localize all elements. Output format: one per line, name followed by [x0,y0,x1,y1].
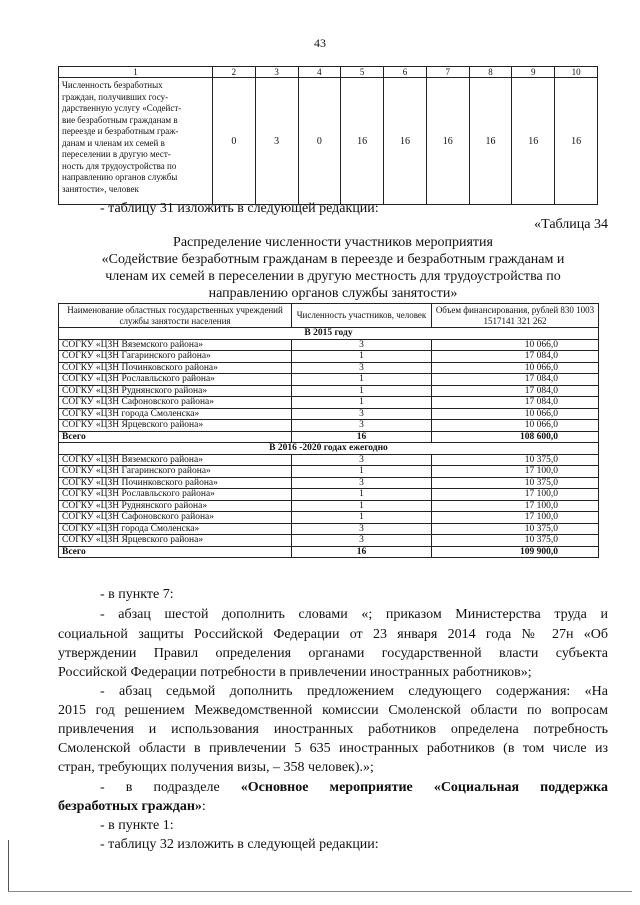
header-cell: 3 [255,67,298,78]
col-header-funding: Объем финансирования, рублей 830 1003 1517141 321 262 [432,304,599,328]
institution-cell: СОГКУ «ЦЗН Вяземского района» [59,339,292,351]
institution-cell: СОГКУ «ЦЗН Гагаринского района» [59,466,292,478]
table-title-line: Распределение численности участников мероприятия [173,235,493,250]
label-line: ность для трудоустройства по [62,160,177,171]
subsection-line [58,798,608,816]
total-label: Всего [59,431,292,443]
header-cell: 10 [555,67,598,78]
header-cell: 6 [384,67,427,78]
label-line: граждан, получивших госу- [62,91,169,102]
institution-cell: СОГКУ «ЦЗН города Смоленска» [59,408,292,420]
amount-cell: 17 100,0 [432,500,599,512]
value-cell: 16 [469,78,512,205]
col-header-participants: Численность участников, человек [292,304,432,328]
section-label: В 2016 -2020 годах ежегодно [59,443,599,455]
body-line: привлечения и использования иностранных работников определена потребность [58,722,608,737]
value-cell: 16 [426,78,469,205]
count-cell: 3 [292,477,432,489]
value-cell: 16 [512,78,555,205]
table-title-line: «Содействие безработным гражданам в переезде и безработным гражданам и [101,252,565,267]
amount-cell: 10 375,0 [432,535,599,547]
table-row [59,374,599,386]
amount-cell: 10 375,0 [432,523,599,535]
total-count: 16 [292,546,432,558]
total-amount: 108 600,0 [432,431,599,443]
table-row [59,362,599,374]
amount-cell: 17 100,0 [432,489,599,501]
total-row [59,546,599,558]
table-row [59,408,599,420]
header-cell: 1 [59,67,213,78]
institution-cell: СОГКУ «ЦЗН Руднянского района» [59,500,292,512]
value-cell: 0 [213,78,256,205]
body-line: - абзац седьмой дополнить предложением следующего содержания: «На [100,684,608,699]
instruction-line: - таблицу 31 изложить в следующей редакции: [100,201,379,216]
amount-cell: 10 375,0 [432,454,599,466]
count-cell: 3 [292,535,432,547]
label-line: переселении в другую мест- [62,149,171,159]
count-cell: 1 [292,466,432,478]
indicator-table [58,66,598,205]
amount-cell: 10 066,0 [432,420,599,432]
table-row [59,351,599,363]
indicator-table-header [59,67,598,78]
section-row [59,328,599,340]
amount-cell: 17 084,0 [432,374,599,386]
point-line: - в пункте 7: [100,587,174,602]
label-line: переезде и безработным граж- [62,126,179,136]
institution-cell: СОГКУ «ЦЗН Починковского района» [59,477,292,489]
total-amount: 109 900,0 [432,546,599,558]
institution-cell: СОГКУ «ЦЗН Ярцевского района» [59,420,292,432]
body-line: Российской Федерации потребности в привлечении иностранных работников»; [58,665,532,680]
participants-table [58,303,599,558]
label-line: направлению органов службы [62,172,178,182]
institution-cell: СОГКУ «ЦЗН Починковского района» [59,362,292,374]
subsection-prefix: - в подразделе [100,780,220,795]
amount-cell: 17 084,0 [432,397,599,409]
header-cell: 5 [341,67,384,78]
indicator-label [59,78,213,205]
value-cell: 16 [384,78,427,205]
count-cell: 1 [292,351,432,363]
table-title-line: членам их семей в переселении в другую местность для трудоустройства по [105,269,561,284]
institution-cell: СОГКУ «ЦЗН Рославльского района» [59,374,292,386]
table-tag: «Таблица 34 [534,217,608,232]
count-cell: 3 [292,362,432,374]
instruction-line: - таблицу 32 изложить в следующей редакции: [100,837,379,852]
count-cell: 3 [292,454,432,466]
label-line: вие безработным гражданам в [62,114,178,125]
table-row [59,500,599,512]
table-title-line: направлению органов службы занятости» [208,286,458,301]
table-row [59,489,599,501]
table-row [59,454,599,466]
body-line: 2015 год решением Межведомственной комиссии Смоленской области по вопросам [58,703,608,718]
scan-edge-line [8,840,9,892]
header-cell: 2 [213,67,256,78]
subsection-line [100,779,608,797]
page-number: 43 [314,36,326,50]
header-cell: 8 [469,67,512,78]
table-row [59,397,599,409]
header-cell: 4 [298,67,341,78]
amount-cell: 17 084,0 [432,351,599,363]
amount-cell: 10 066,0 [432,362,599,374]
header-cell: 7 [426,67,469,78]
amount-cell: 10 066,0 [432,339,599,351]
count-cell: 3 [292,408,432,420]
institution-cell: СОГКУ «ЦЗН Вяземского района» [59,454,292,466]
amount-cell: 17 100,0 [432,512,599,524]
count-cell: 1 [292,500,432,512]
body-line: стран, требующих получения визы, – 358 человек).»; [58,760,374,775]
header-cell: 9 [512,67,555,78]
total-count: 16 [292,431,432,443]
count-cell: 3 [292,420,432,432]
table-row [59,385,599,397]
scan-bottom-line [8,891,632,892]
amount-cell: 10 066,0 [432,408,599,420]
institution-cell: СОГКУ «ЦЗН Гагаринского района» [59,351,292,363]
institution-cell: СОГКУ «ЦЗН Рославльского района» [59,489,292,501]
institution-cell: СОГКУ «ЦЗН города Смоленска» [59,523,292,535]
institution-cell: СОГКУ «ЦЗН Руднянского района» [59,385,292,397]
value-cell: 3 [255,78,298,205]
value-cell: 16 [341,78,384,205]
table-row [59,339,599,351]
body-line: социальной защиты Российской Федерации от 23 января 2014 года № 27н «Об [58,627,608,642]
table-row [59,477,599,489]
body-line: Смоленской области в привлечении 5 635 иностранных работников (в том числе из [58,741,608,756]
table-row [59,523,599,535]
indicator-row [59,78,598,205]
count-cell: 1 [292,512,432,524]
institution-cell: СОГКУ «ЦЗН Ярцевского района» [59,535,292,547]
section-row [59,443,599,455]
amount-cell: 17 084,0 [432,385,599,397]
total-row [59,431,599,443]
amount-cell: 10 375,0 [432,477,599,489]
value-cell: 16 [555,78,598,205]
subsection-title: «Основное мероприятие «Социальная поддержка [240,780,609,795]
count-cell: 1 [292,489,432,501]
table-row [59,420,599,432]
label-line: занятости», человек [62,183,139,194]
label-line: дарственную услугу «Содейст- [62,103,182,113]
point-line: - в пункте 1: [100,818,174,833]
count-cell: 1 [292,397,432,409]
value-cell: 0 [298,78,341,205]
count-cell: 1 [292,385,432,397]
count-cell: 3 [292,523,432,535]
table-row [59,512,599,524]
body-line: утверждении Правил определения органами государственной власти субъекта [58,646,608,661]
label-line: Численность безработных [62,80,163,90]
subsection-title: безработных граждан» [58,799,202,814]
participants-table-header [59,304,599,328]
subsection-suffix: : [201,799,206,814]
institution-cell: СОГКУ «ЦЗН Сафоновского района» [59,512,292,524]
label-line: данам и членам их семей в [62,137,165,148]
count-cell: 3 [292,339,432,351]
table-row [59,535,599,547]
table-row [59,466,599,478]
amount-cell: 17 100,0 [432,466,599,478]
institution-cell: СОГКУ «ЦЗН Сафоновского района» [59,397,292,409]
body-line: - абзац шестой дополнить словами «; приказом Министерства труда и [100,607,608,622]
col-header-institution: Наименование областных государственных учреждений службы занятости населения [59,304,292,328]
section-label: В 2015 году [59,328,599,340]
count-cell: 1 [292,374,432,386]
total-label: Всего [59,546,292,558]
